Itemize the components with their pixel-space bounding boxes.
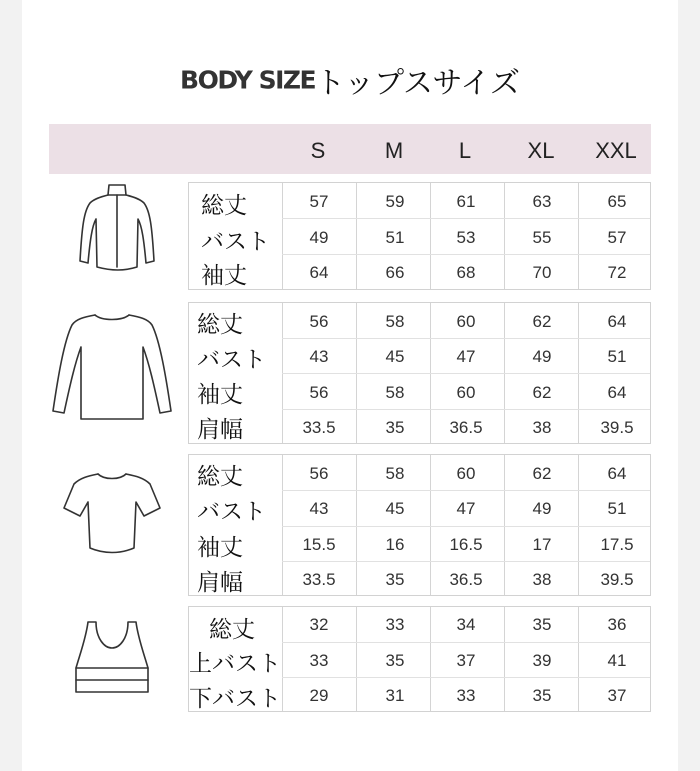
table-cell: 33 [309, 651, 329, 670]
table-cell: 57 [607, 228, 627, 247]
table-cell: 57 [309, 192, 329, 211]
sports-bra-size-table [188, 606, 651, 712]
table-cell: 29 [309, 686, 329, 705]
table-cell: 58 [385, 312, 405, 331]
table-cell: 35 [385, 418, 405, 437]
table-cell: 51 [385, 228, 405, 247]
table-cell: 49 [309, 228, 329, 247]
table-cell: 51 [607, 347, 627, 366]
table-cell: 55 [532, 228, 552, 247]
table-cell: 37 [607, 686, 627, 705]
title-english: BODY SIZE [180, 65, 316, 95]
size-header-s: S [310, 138, 326, 163]
table-cell: 34 [456, 615, 476, 634]
turtleneck-size-table [188, 182, 651, 290]
table-cell: 35 [532, 686, 552, 705]
table-cell: 66 [385, 263, 405, 282]
row-label: 袖丈 [201, 263, 247, 289]
row-label: バスト [197, 347, 266, 373]
table-cell: 35 [532, 615, 552, 634]
table-cell: 17 [532, 535, 552, 554]
table-cell: 62 [532, 464, 552, 483]
long-sleeve-size-table [188, 302, 651, 444]
table-cell: 64 [607, 312, 627, 331]
table-cell: 49 [532, 499, 552, 518]
table-cell: 53 [456, 228, 476, 247]
table-cell: 58 [385, 383, 405, 402]
size-chart-title [0, 58, 700, 102]
table-cell: 31 [385, 686, 405, 705]
row-label: バスト [197, 499, 266, 525]
table-cell: 64 [309, 263, 329, 282]
table-cell: 38 [532, 418, 552, 437]
title-japanese: トップスサイズ [315, 66, 520, 101]
row-label: 袖丈 [197, 382, 243, 408]
row-label: バスト [201, 229, 270, 255]
table-cell: 56 [309, 312, 329, 331]
table-cell: 70 [532, 263, 552, 282]
table-cell: 33.5 [302, 570, 336, 589]
table-cell: 36.5 [449, 570, 483, 589]
row-label: 上バスト [189, 651, 281, 677]
table-cell: 33.5 [302, 418, 336, 437]
table-cell: 16.5 [449, 535, 483, 554]
turtleneck-crop-top-icon [72, 181, 162, 281]
table-cell: 49 [532, 347, 552, 366]
table-cell: 38 [532, 570, 552, 589]
table-cell: 41 [607, 651, 627, 670]
size-header-l: L [458, 138, 472, 163]
sports-bra-icon [66, 618, 158, 698]
table-cell: 32 [309, 615, 329, 634]
table-cell: 35 [385, 570, 405, 589]
row-label: 下バスト [189, 686, 281, 712]
table-cell: 37 [456, 651, 476, 670]
table-cell: 58 [385, 464, 405, 483]
row-label: 総丈 [201, 193, 247, 219]
table-cell: 68 [456, 263, 476, 282]
row-label: 肩幅 [197, 417, 243, 443]
table-cell: 60 [456, 383, 476, 402]
row-label: 総丈 [209, 617, 255, 643]
size-header-m: M [384, 138, 404, 163]
table-cell: 36 [607, 615, 627, 634]
table-cell: 60 [456, 464, 476, 483]
table-cell: 61 [456, 192, 476, 211]
table-cell: 59 [385, 192, 405, 211]
table-cell: 51 [607, 499, 627, 518]
table-cell: 15.5 [302, 535, 336, 554]
table-cell: 17.5 [600, 535, 634, 554]
table-cell: 39.5 [600, 570, 634, 589]
table-cell: 33 [456, 686, 476, 705]
table-cell: 35 [385, 651, 405, 670]
size-header-xl: XL [527, 138, 555, 163]
table-cell: 60 [456, 312, 476, 331]
short-sleeve-size-table [188, 454, 651, 596]
table-cell: 64 [607, 464, 627, 483]
table-cell: 43 [309, 499, 329, 518]
table-cell: 65 [607, 192, 627, 211]
table-cell: 36.5 [449, 418, 483, 437]
table-cell: 56 [309, 464, 329, 483]
table-cell: 39.5 [600, 418, 634, 437]
table-cell: 47 [456, 499, 476, 518]
row-label: 総丈 [197, 464, 243, 490]
table-cell: 45 [385, 347, 405, 366]
table-cell: 47 [456, 347, 476, 366]
table-cell: 33 [385, 615, 405, 634]
table-cell: 62 [532, 312, 552, 331]
table-cell: 64 [607, 383, 627, 402]
table-cell: 63 [532, 192, 552, 211]
table-cell: 16 [385, 535, 405, 554]
table-cell: 56 [309, 383, 329, 402]
row-label: 総丈 [197, 312, 243, 338]
short-sleeve-crop-top-icon [60, 462, 164, 558]
long-sleeve-shirt-icon [50, 307, 174, 423]
row-label: 肩幅 [197, 570, 243, 596]
table-cell: 45 [385, 499, 405, 518]
table-cell: 39 [532, 651, 552, 670]
row-label: 袖丈 [197, 535, 243, 561]
table-cell: 72 [607, 263, 627, 282]
table-cell: 62 [532, 383, 552, 402]
size-header-xxl: XXL [595, 138, 637, 163]
table-cell: 43 [309, 347, 329, 366]
